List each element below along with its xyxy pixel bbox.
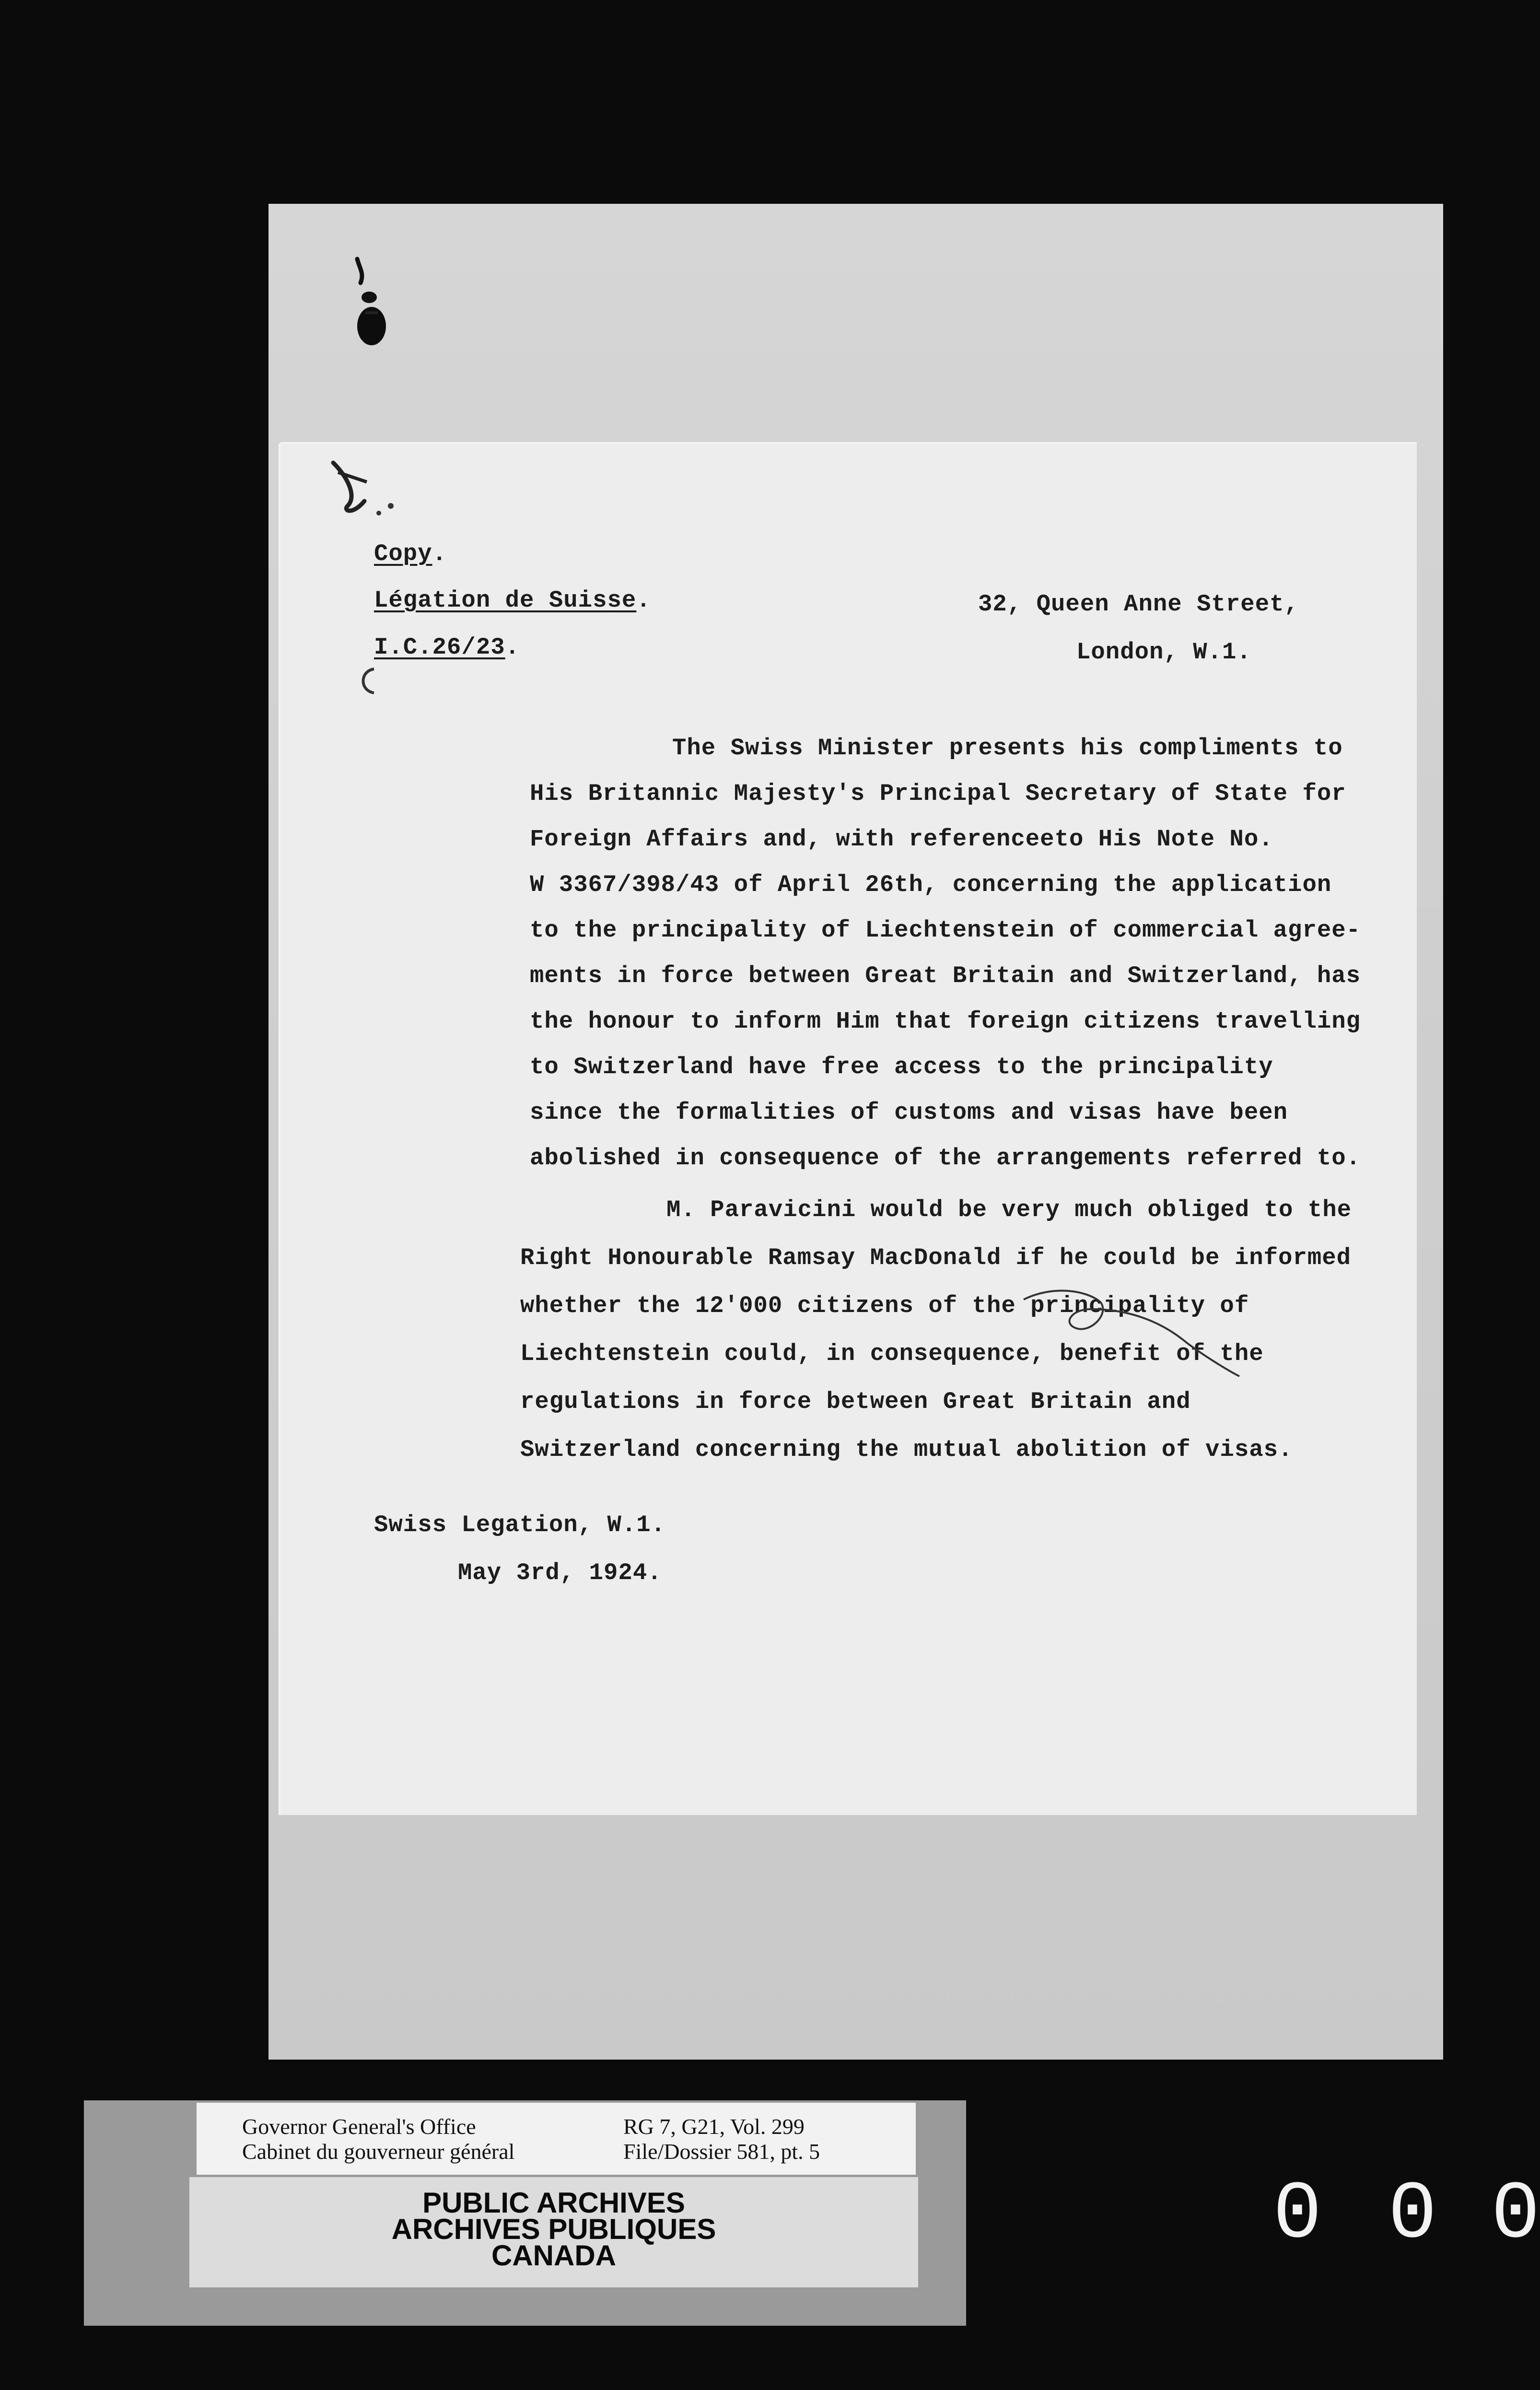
office-french: Cabinet du gouverneur général: [242, 2139, 515, 2164]
paragraph-1-line: The Swiss Minister presents his compliments to: [672, 735, 1343, 762]
archives-english: PUBLIC ARCHIVES: [422, 2187, 685, 2219]
hole-punch-mark: [355, 664, 384, 698]
paragraph-2-line: M. Paravicini would be very much obliged to the: [666, 1196, 1352, 1223]
frame-counter-digit: 0: [1388, 2169, 1437, 2261]
copy-heading: [374, 539, 447, 568]
paragraph-2-line: Liechtenstein could, in consequence, benefit of the: [520, 1340, 1264, 1367]
legation-suffix: .: [636, 587, 651, 614]
legation-label: Légation de Suisse: [374, 587, 637, 614]
paragraph-1-line: to the principality of Liechtenstein of commercial agree-: [530, 917, 1361, 944]
archives-country: CANADA: [491, 2239, 616, 2272]
closing-legation: Swiss Legation, W.1.: [374, 1511, 666, 1538]
paragraph-1-line: abolished in consequence of the arrangements referred to.: [530, 1145, 1361, 1172]
closing-date: May 3rd, 1924.: [458, 1559, 662, 1586]
archives-french: ARCHIVES PUBLIQUES: [391, 2213, 716, 2245]
paragraph-2-line: whether the 12'000 citizens of the principality of: [520, 1292, 1249, 1319]
frame-counter-digit: 0: [1491, 2169, 1540, 2261]
pencil-annotation: [1014, 1280, 1244, 1381]
paragraph-1-line: since the formalities of customs and visas have been: [530, 1099, 1288, 1126]
frame-counter-digit: 0: [1273, 2169, 1322, 2261]
paragraph-2-line: Switzerland concerning the mutual abolition of visas.: [520, 1436, 1293, 1463]
copy-suffix: .: [432, 540, 447, 567]
office-english: Governor General's Office: [242, 2114, 476, 2139]
paragraph-1-line: the honour to inform Him that foreign citizens travelling: [530, 1008, 1361, 1035]
paragraph-1-line: to Switzerland have free access to the principality: [530, 1054, 1273, 1080]
file-number: File/Dossier 581, pt. 5: [623, 2139, 820, 2164]
reference-number: I.C.26/23: [374, 634, 505, 661]
letter-page: [280, 444, 1417, 1815]
paragraph-2-line: Right Honourable Ramsay MacDonald if he could be informed: [520, 1244, 1352, 1271]
paragraph-1-line: Foreign Affairs and, with referenceeto His Note No.: [530, 826, 1273, 853]
paragraph-2-line: regulations in force between Great Britain and: [520, 1388, 1191, 1415]
paragraph-1-line: ments in force between Great Britain and Switzerland, has: [530, 962, 1361, 989]
address-line-1: 32, Queen Anne Street,: [978, 591, 1299, 618]
copy-label: Copy: [374, 540, 432, 567]
address-line-2: London, W.1.: [1076, 639, 1251, 666]
handwritten-mark-top: [331, 249, 398, 355]
reference-suffix: .: [505, 634, 520, 661]
paragraph-1-line: W 3367/398/43 of April 26th, concerning the application: [530, 871, 1332, 898]
handwritten-initial: [319, 453, 415, 530]
legation-heading: [374, 586, 651, 615]
record-group: RG 7, G21, Vol. 299: [623, 2114, 805, 2139]
paragraph-1-line: His Britannic Majesty's Principal Secretary of State for: [530, 780, 1346, 807]
reference-heading: [374, 633, 520, 662]
